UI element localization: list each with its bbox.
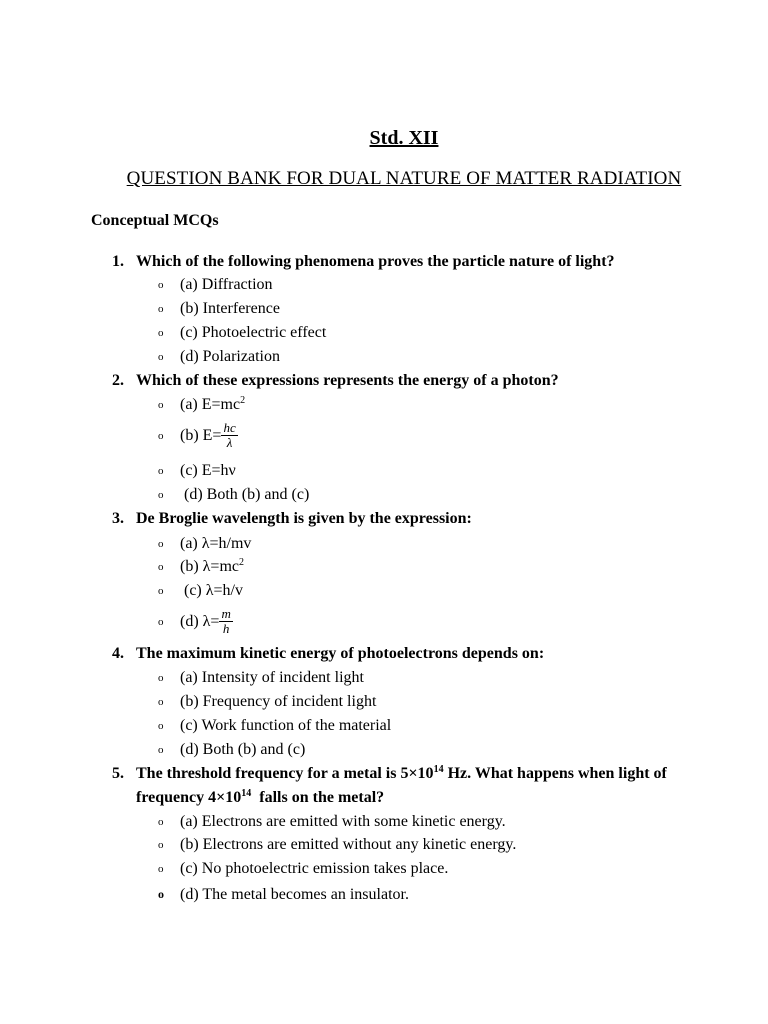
- bullet-icon: o: [158, 430, 164, 442]
- bullet-icon: o: [158, 816, 164, 828]
- question-5: [112, 762, 726, 810]
- option-text: (d) The metal becomes an insulator.: [180, 886, 409, 903]
- option-1d: [158, 347, 280, 367]
- page-title: QUESTION BANK FOR DUAL NATURE OF MATTER RADIATION: [126, 168, 682, 189]
- bullet-icon: o: [158, 538, 164, 550]
- option-3b: [158, 557, 244, 577]
- section-heading: Conceptual MCQs: [91, 212, 219, 229]
- question-number: 1.: [112, 253, 124, 270]
- bullet-icon: o: [158, 327, 164, 339]
- option-text: (b) E=: [180, 427, 222, 444]
- bullet-icon: o: [158, 887, 164, 901]
- option-4a: [158, 668, 364, 688]
- option-5a: [158, 812, 506, 832]
- question-number: 4.: [112, 645, 124, 662]
- bullet-icon: o: [158, 672, 164, 684]
- option-2b: [158, 419, 238, 453]
- option-text: (a) Electrons are emitted with some kinetic energy.: [180, 813, 506, 830]
- option-4c: [158, 716, 391, 736]
- bullet-icon: o: [158, 585, 164, 597]
- question-4: [112, 642, 726, 666]
- bullet-icon: o: [158, 863, 164, 875]
- bullet-icon: o: [158, 303, 164, 315]
- class-heading: Std. XII: [369, 127, 439, 149]
- option-text: (c) Work function of the material: [180, 717, 392, 734]
- question-2: [112, 369, 726, 393]
- superscript: 2: [240, 395, 246, 406]
- question-text: [136, 762, 726, 810]
- superscript: 14: [241, 788, 252, 799]
- bullet-icon: o: [158, 839, 164, 851]
- option-text: (d) Both (b) and (c): [184, 486, 310, 503]
- fraction: [221, 421, 237, 450]
- option-text: (c) λ=h/v: [184, 582, 243, 599]
- option-1b: [158, 299, 280, 319]
- option-text: (a) Diffraction: [180, 276, 273, 293]
- question-3: [112, 507, 726, 531]
- bullet-icon: o: [158, 696, 164, 708]
- option-2a: [158, 395, 245, 415]
- option-text: (b) Frequency of incident light: [180, 693, 377, 710]
- superscript: 14: [433, 764, 444, 775]
- option-2c: [158, 461, 236, 481]
- option-5b: [158, 835, 516, 855]
- option-4b: [158, 692, 376, 712]
- option-text: (c) No photoelectric emission takes place.: [180, 860, 449, 877]
- question-text: Which of these expressions represents the energy of a photon?: [136, 372, 559, 389]
- bullet-icon: o: [158, 489, 164, 501]
- question-number: 2.: [112, 372, 124, 389]
- bullet-icon: o: [158, 465, 164, 477]
- superscript: 2: [238, 557, 244, 568]
- question-number: 5.: [112, 765, 124, 782]
- numerator: hc: [223, 419, 236, 435]
- option-1c: [158, 323, 326, 343]
- option-text: (d) Polarization: [180, 348, 280, 365]
- question-text-part: The threshold frequency for a metal is 5×10: [136, 765, 434, 782]
- bullet-icon: o: [158, 399, 164, 411]
- option-text: (b) λ=mc: [180, 558, 239, 575]
- question-text-part: Hz. What happens when light of frequency 4×10: [136, 765, 667, 806]
- bullet-icon: o: [158, 561, 164, 573]
- option-text: (d) Both (b) and (c): [180, 741, 306, 758]
- option-5c: [158, 859, 448, 879]
- denominator: λ: [226, 434, 233, 450]
- denominator: h: [222, 620, 230, 636]
- numerator: m: [221, 605, 231, 621]
- bullet-icon: o: [158, 744, 164, 756]
- option-text: (b) Electrons are emitted without any kinetic energy.: [180, 836, 517, 853]
- option-text: (c) E=hν: [180, 462, 236, 479]
- option-text: (a) λ=h/mv: [180, 535, 252, 552]
- option-3a: [158, 534, 251, 554]
- bullet-icon: o: [158, 720, 164, 732]
- option-4d: [158, 740, 305, 760]
- option-text: (a) Intensity of incident light: [180, 669, 364, 686]
- option-5d: [158, 884, 409, 904]
- question-text: The maximum kinetic energy of photoelectrons depends on:: [136, 645, 545, 662]
- option-3c: [158, 581, 243, 601]
- option-text: (c) Photoelectric effect: [180, 324, 327, 341]
- option-text: (a) E=mc: [180, 396, 241, 413]
- option-2d: [158, 485, 309, 505]
- bullet-icon: o: [158, 616, 164, 628]
- bullet-icon: o: [158, 279, 164, 291]
- question-text: Which of the following phenomena proves the particle nature of light?: [136, 253, 615, 270]
- fraction: [219, 607, 232, 636]
- option-3d: [158, 605, 233, 639]
- question-text-part: falls on the metal?: [251, 789, 385, 806]
- bullet-icon: o: [158, 351, 164, 363]
- option-1a: [158, 275, 273, 295]
- question-text: De Broglie wavelength is given by the expression:: [136, 510, 472, 527]
- question-1: [112, 250, 726, 274]
- option-text: (d) λ=: [180, 613, 220, 630]
- question-number: 3.: [112, 510, 124, 527]
- option-text: (b) Interference: [180, 300, 280, 317]
